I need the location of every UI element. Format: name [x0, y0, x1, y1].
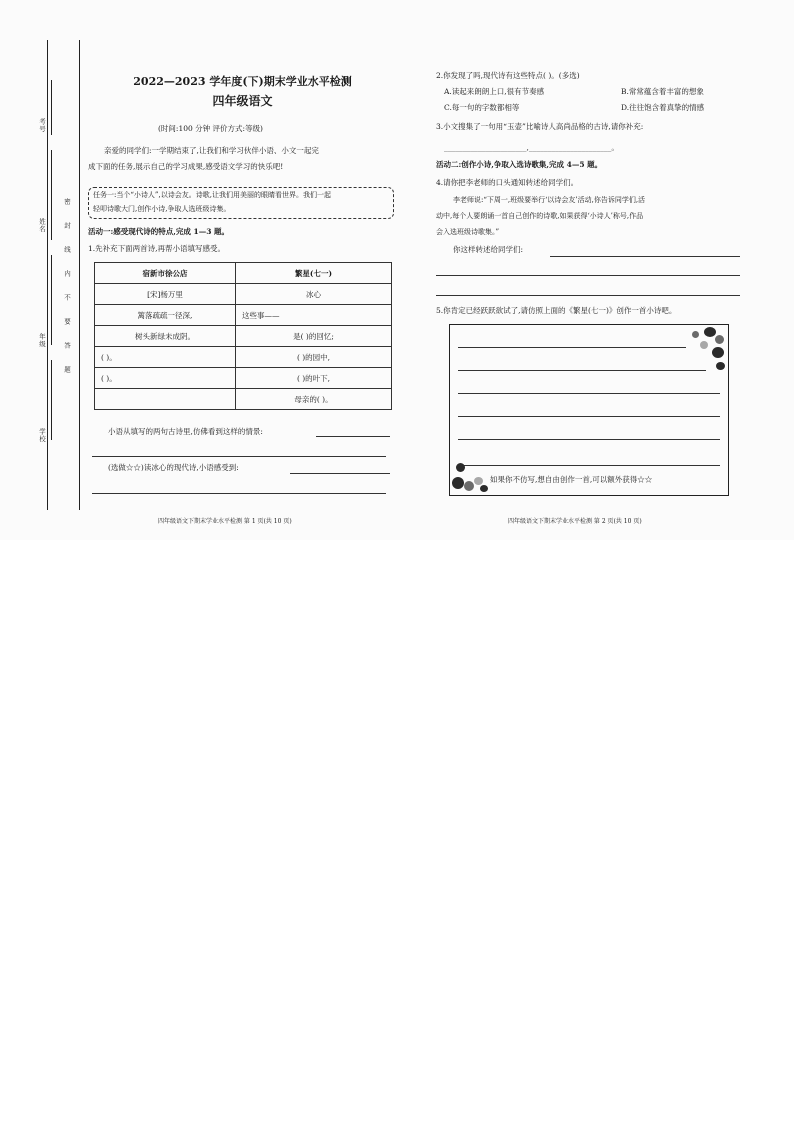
- question-2: 2.你发现了吗,现代诗有这些特点( )。(多选): [436, 71, 580, 80]
- grade-underline: [51, 255, 52, 345]
- pebble-decoration: [452, 477, 464, 489]
- seal-char: 内: [63, 270, 71, 278]
- binding-line-left: [47, 40, 48, 510]
- school-underline: [51, 360, 52, 440]
- seal-char: 线: [63, 246, 71, 254]
- question-1: 1.先补充下面两首诗,再帮小语填写感受。: [88, 244, 226, 253]
- q4-prompt: 你这样转述给同学们:: [453, 245, 524, 254]
- poem1-title: 宿新市徐公店: [95, 263, 236, 284]
- q2-option-b[interactable]: B.常常蕴含着丰富的想象: [621, 87, 704, 96]
- binding-label-school: 学校: [38, 428, 46, 443]
- pebble-decoration: [712, 347, 724, 358]
- poem-writing-frame[interactable]: [449, 324, 729, 496]
- intro-line: 亲爱的同学们:一学期结束了,让我们和学习伙伴小语、小文一起完: [104, 146, 319, 155]
- question-3: 3.小文搜集了一句用“玉壶”比喻诗人高尚品格的古诗,请你补充:: [436, 122, 644, 131]
- question-4: 4.请你把李老师的口头通知转述给同学们。: [436, 178, 579, 187]
- poem1-line: 篱落疏疏一径深,: [95, 305, 236, 326]
- exam-meta: (时间:100 分钟 评价方式:等级): [158, 124, 263, 133]
- frame-note: 如果你不仿写,想自由创作一首,可以额外获得☆☆: [490, 475, 653, 484]
- seal-char: 不: [63, 294, 71, 302]
- seal-char: 要: [63, 318, 71, 326]
- poem2-blank[interactable]: ( )的园中,: [236, 347, 392, 368]
- exam-number-underline: [51, 80, 52, 135]
- poem2-blank[interactable]: 是( )的回忆;: [236, 326, 392, 347]
- pebble-decoration: [716, 362, 725, 370]
- task-line: 任务一:当个“小诗人”,以诗会友。诗歌,让我们用美丽的眼睛看世界。我们一起: [93, 191, 331, 199]
- q1-prompt-scene: 小语从填写的两句古诗里,仿佛看到这样的情景:: [108, 427, 263, 436]
- pebble-decoration: [464, 481, 474, 491]
- poem2-blank[interactable]: 母亲的( )。: [236, 389, 392, 410]
- poem2-author: 冰心: [236, 284, 392, 305]
- pebble-decoration: [692, 331, 699, 338]
- empty-cell: [95, 389, 236, 410]
- page-subtitle: 四年级语文: [212, 94, 273, 108]
- pebble-decoration: [704, 327, 716, 337]
- seal-char: 密: [63, 198, 71, 206]
- answer-line[interactable]: [92, 493, 386, 494]
- writing-line[interactable]: [458, 347, 686, 348]
- writing-line[interactable]: [458, 439, 720, 440]
- page2-footer: 四年级语文下期末学业水平检测 第 2 页(共 10 页): [508, 518, 642, 525]
- question-5: 5.你肯定已经跃跃欲试了,请仿照上面的《繁星(七一)》创作一首小诗吧。: [436, 306, 677, 315]
- binding-label-name: 姓名: [38, 218, 46, 233]
- q2-option-d[interactable]: D.往往饱含着真挚的情感: [621, 103, 705, 112]
- q4-quote-line: 动中,每个人要朗诵一首自己创作的诗歌,如果获得‘小诗人’称号,作品: [436, 212, 644, 220]
- page1-footer: 四年级语文下期末学业水平检测 第 1 页(共 10 页): [158, 518, 292, 525]
- answer-line[interactable]: [316, 436, 390, 437]
- exam-sheet: [0, 0, 794, 540]
- writing-line[interactable]: [458, 393, 720, 394]
- activity-1-heading: 活动一:感受现代诗的特点,完成 1—3 题。: [88, 227, 230, 236]
- q2-option-c[interactable]: C.每一句的字数都相等: [444, 103, 520, 112]
- binding-line-right: [79, 40, 80, 510]
- pebble-decoration: [700, 341, 708, 349]
- answer-line[interactable]: [436, 275, 740, 276]
- poem-table: [94, 262, 392, 410]
- seal-char: 封: [63, 222, 71, 230]
- pebble-decoration: [715, 335, 724, 344]
- answer-line[interactable]: [290, 473, 390, 474]
- binding-label-exam-number: 考号: [38, 118, 46, 133]
- q3-answer-blank[interactable]: ______________________,______________________。: [444, 143, 619, 152]
- poem2-line: 这些事——: [236, 305, 392, 326]
- seal-char: 答: [63, 342, 71, 350]
- seal-char: 题: [63, 366, 71, 374]
- pebble-decoration: [480, 485, 488, 492]
- q2-option-a[interactable]: A.读起来朗朗上口,很有节奏感: [444, 87, 545, 96]
- answer-line[interactable]: [436, 295, 740, 296]
- pebble-decoration: [456, 463, 465, 472]
- q4-quote-line: 会入选班级诗歌集。”: [436, 228, 500, 236]
- poem1-blank[interactable]: ( )。: [95, 368, 236, 389]
- writing-line[interactable]: [458, 370, 706, 371]
- pebble-decoration: [474, 477, 483, 485]
- intro-line: 成下面的任务,展示自己的学习成果,感受语文学习的快乐吧!: [88, 162, 284, 171]
- q4-quote-line: 李老师说:“下周一,班级要举行‘以诗会友’活动,你告诉同学们,活: [453, 196, 646, 204]
- activity-2-heading: 活动二:创作小诗,争取入选诗歌集,完成 4—5 题。: [436, 160, 603, 169]
- poem2-title: 繁星(七一): [236, 263, 392, 284]
- binding-label-grade: 年级: [38, 333, 46, 348]
- name-underline: [51, 150, 52, 240]
- q1-prompt-feeling: (选做☆☆)读冰心的现代诗,小语感受到:: [108, 463, 239, 472]
- poem2-blank[interactable]: ( )的叶下,: [236, 368, 392, 389]
- answer-line[interactable]: [550, 256, 740, 257]
- writing-line[interactable]: [458, 465, 720, 466]
- poem1-author: [宋]杨万里: [95, 284, 236, 305]
- poem1-line: 树头新绿未成阴。: [95, 326, 236, 347]
- page-title: 2022—2023 学年度(下)期末学业水平检测: [133, 75, 352, 88]
- poem1-blank[interactable]: ( )。: [95, 347, 236, 368]
- writing-line[interactable]: [458, 416, 720, 417]
- answer-line[interactable]: [92, 456, 386, 457]
- task-line: 轻叩诗歌大门,创作小诗,争取人选班级诗集。: [93, 205, 231, 213]
